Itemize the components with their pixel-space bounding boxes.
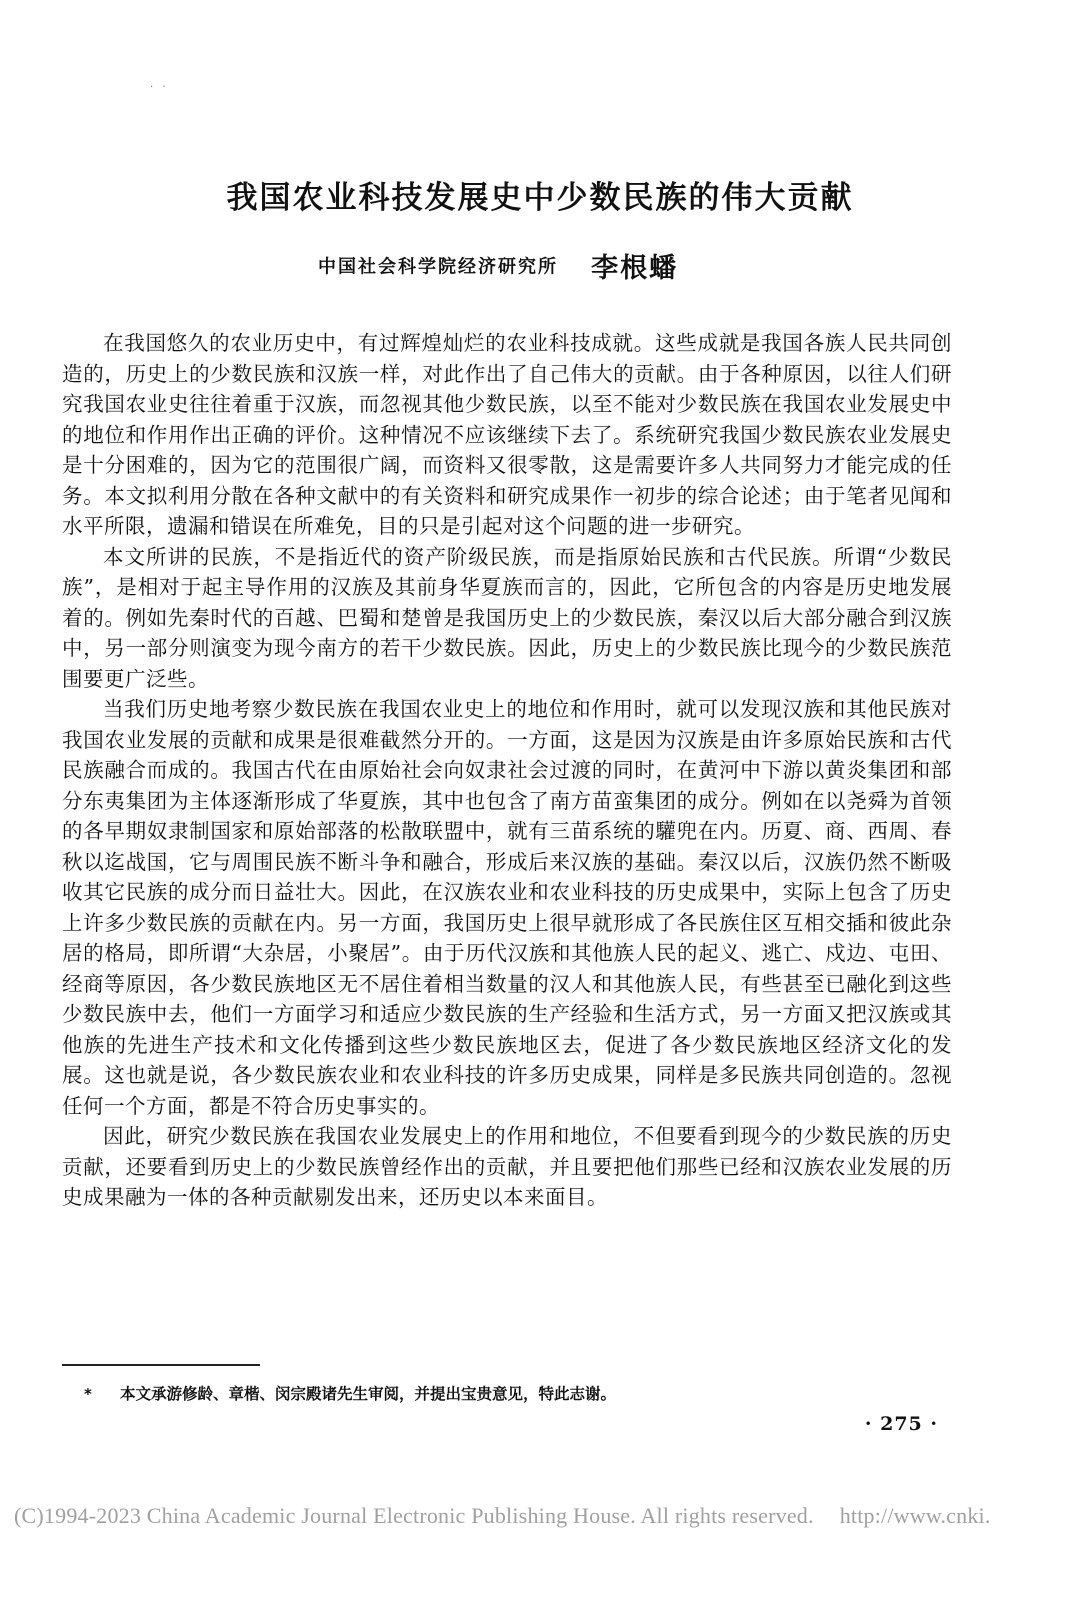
byline [318,246,678,285]
author-name: 李根蟠 [591,253,679,284]
footnote-marker: * [84,1385,92,1403]
author-affiliation: 中国社会科学院经济研究所 [318,256,558,278]
copyright-notice: (C)1994-2023 China Academic Journal Electronic Publishing House. All rights reserved. [14,1503,814,1528]
article-title: 我国农业科技发展史中少数民族的伟大贡献 [226,180,854,216]
footnote [84,1382,944,1404]
paragraph-4: 因此，研究少数民族在我国农业发展史上的作用和地位，不但要看到现今的少数民族的历史贡献，还要看到历史上的少数民族曾经作出的贡献，并且要把他们那些已经和汉族农业发展的历史成果融为一体的各种贡献剔发出来，还历史以本来面目。 [62,1124,952,1209]
copyright-url: http://www.cnki. [839,1503,991,1528]
article-body [62,328,952,1213]
paragraph-1: 在我国悠久的农业历史中，有过辉煌灿烂的农业科技成就。这些成就是我国各族人民共同创造的，历史上的少数民族和汉族一样，对此作出了自己伟大的贡献。由于各种原因，以往人们研究我国农业史往往着重于汉族，而忽视其他少数民族，以至不能对少数民族在我国农业发展史中的地位和作用作出正确的评价。这种情况不应该继续下去了。系统研究我国少数民族农业发展史是十分困难的，因为它的范围很广阔，而资料又很零散，这是需要许多人共同努力才能完成的任务。本文拟利用分散在各种文献中的有关资料和研究成果作一初步的综合论述；由于笔者见闻和水平所限，遗漏和错误在所难免，目的只是引起对这个问题的进一步研究。 [62,331,952,538]
scan-marks: · · [150,82,169,93]
copyright-watermark [14,1503,1080,1529]
footnote-text: 本文承游修龄、章楷、闵宗殿诸先生审阅，并提出宝贵意见，特此志谢。 [120,1385,617,1403]
footnote-divider [62,1364,260,1366]
paragraph-3: 当我们历史地考察少数民族在我国农业史上的地位和作用时，就可以发现汉族和其他民族对我国农业发展的贡献和成果是很难截然分开的。一方面，这是因为汉族是由许多原始民族和古代民族融合而成的。我国古代在由原始社会向奴隶社会过渡的同时，在黄河中下游以黄炎集团和部分东夷集团为主体逐渐形成了华夏族，其中也包含了南方苗蛮集团的成分。例如在以尧舜为首领的各早期奴隶制国家和原始部落的松散联盟中，就有三苗系统的驩兜在内。历夏、商、西周、春秋以迄战国，它与周围民族不断斗争和融合，形成后来汉族的基础。秦汉以后，汉族仍然不断吸收其它民族的成分而日益壮大。因此，在汉族农业和农业科技的历史成果中，实际上包含了历史上许多少数民族的贡献在内。另一方面，我国历史上很早就形成了各民族住区互相交插和彼此杂居的格局，即所谓“大杂居，小聚居”。由于历代汉族和其他族人民的起义、逃亡、戍边、屯田、经商等原因，各少数民族地区无不居住着相当数量的汉人和其他族人民，有些甚至已融化到这些少数民族中去，他们一方面学习和适应少数民族的生产经验和生活方式，另一方面又把汉族或其他族的先进生产技术和文化传播到这些少数民族地区去，促进了各少数民族地区经济文化的发展。这也就是说，各少数民族农业和农业科技的许多历史成果，同样是多民族共同创造的。忽视任何一个方面，都是不符合历史事实的。 [62,697,952,1118]
paragraph-2: 本文所讲的民族，不是指近代的资产阶级民族，而是指原始民族和古代民族。所谓“少数民族”，是相对于起主导作用的汉族及其前身华夏族而言的，因此，它所包含的内容是历史地发展着的。例如先秦时代的百越、巴蜀和楚曾是我国历史上的少数民族，秦汉以后大部分融合到汉族中，另一部分则演变为现今南方的若干少数民族。因此，历史上的少数民族比现今的少数民族范围要更广泛些。 [62,544,952,691]
page-number: · 275 · [864,1413,938,1435]
